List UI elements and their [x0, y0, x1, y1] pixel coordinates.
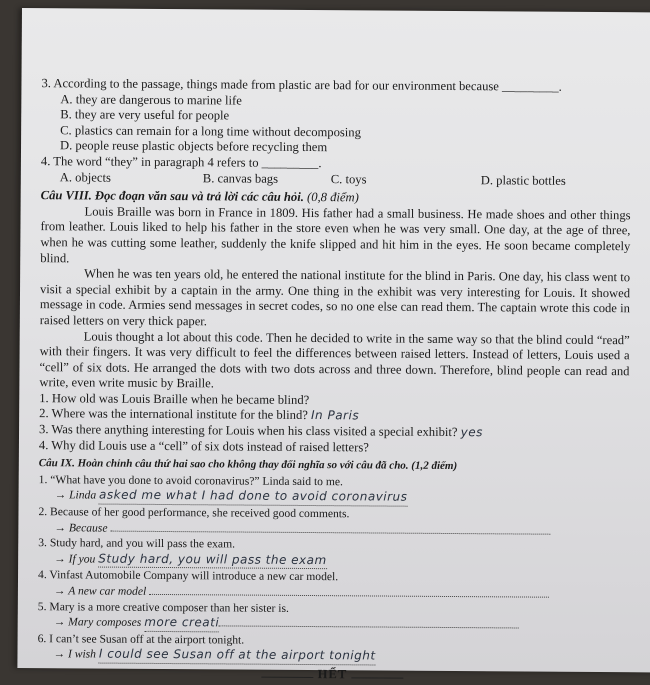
passage-paragraph-2: When he was ten years old, he entered the national institute for the blind in Paris. One day, his class went to visit a special exhibit by a captain in the army. One thing in the exhibit was very interesting for Louis. It showed message in code. Armies send messages in secret codes, so no one else can read them. The captain wrote this code in raised letters on very thick paper.	[39, 266, 631, 329]
s8-question-1: 1. How old was Louis Braille when he became blind?	[39, 391, 310, 407]
s9-prompt-5: → Mary composes more creati	[38, 614, 628, 635]
section8-title: Câu VIII. Đọc đoạn văn sau và trả lời các câu hỏi.	[40, 188, 304, 205]
s9-prompt-2: → Because	[38, 520, 628, 540]
s8-answer-3: yes	[460, 425, 483, 440]
s9-item-1: 1. “What have you done to avoid coronavirus?” Linda said to me.	[38, 472, 343, 489]
q3-option-c: C. plastics can remain for a long time without decomposing	[60, 123, 361, 140]
section9-title: Câu IX. Hoàn chỉnh câu thứ hai sao cho không thay đổi nghĩa so với câu đã cho. (1,2 điểm)	[38, 457, 458, 473]
s9-answer-6: I could see Susan off at the airport tonight	[99, 647, 376, 666]
q4-option-c: C. toys	[330, 171, 367, 186]
s8-question-3: 3. Was there anything interesting for Louis when his class visited a special exhibit? yes	[39, 422, 483, 440]
s9-answer-3: Study hard, you will pass the exam	[98, 551, 327, 569]
s9-item-2: 2. Because of her good performance, she received good comments.	[38, 505, 350, 521]
s9-answer-1: asked me what I had done to avoid coronavirus	[99, 488, 407, 507]
q3-option-a: A. they are dangerous to marine life	[60, 91, 242, 108]
q4-stem: 4. The word “they” in paragraph 4 refers to _________.	[40, 154, 322, 171]
worksheet-content	[37, 76, 631, 685]
s8-question-2: 2. Where was the international institute for the blind? In Paris	[39, 406, 360, 423]
s9-prompt-6: → I wish I could see Susan off at the airport tonight	[37, 646, 627, 667]
s9-item-6: 6. I can’t see Susan off at the airport tonight.	[37, 631, 245, 647]
s9-answer-5: more creati	[144, 615, 219, 632]
q3-option-d: D. people reuse plastic objects before recycling them	[59, 138, 328, 155]
worksheet-paper	[17, 8, 650, 682]
s9-prompt-1: → Linda asked me what I had done to avoid coronavirus	[39, 488, 629, 509]
s9-item-5: 5. Mary is a more creative composer than her sister is.	[37, 599, 289, 615]
end-marker	[37, 665, 627, 685]
passage-paragraph-1: Louis Braille was born in France in 1809. His father had a small business. He made shoes and other things from leather. Louis liked to help his father in the store even when he was very small. One day, at the age of three, when he was cutting some leather, suddenly the knife slipped and hit him in the eyes. He soon became completely blind.	[40, 204, 631, 265]
s9-item-4: 4. Vinfast Automobile Company will introduce a new car model.	[37, 568, 339, 584]
s9-prompt-4: → A new car model	[38, 583, 628, 603]
q4-option-d: D. plastic bottles	[480, 172, 566, 188]
section8-points: (0,8 điểm)	[307, 190, 359, 205]
passage-paragraph-3: Louis thought a lot about this code. Then he decided to write in the same way so that the blind could “read” with their fingers. It was very difficult to feel the differences between raised letters. Instead of letters, Louis used a “cell” of six dots. He arranged the dots with two dots across and three down. Therefore, blind people can read and write, even write music by Braille.	[39, 328, 630, 391]
q4-option-a: A. objects	[59, 169, 111, 185]
q3-stem: 3. According to the passage, things made from plastic are bad for our environment because _________.	[41, 76, 562, 94]
s9-prompt-3: → If you Study hard, you will pass the exam	[38, 551, 628, 572]
q4-option-b: B. canvas bags	[202, 170, 279, 186]
s8-question-4: 4. Why did Louis use a “cell” of six dots instead of raised letters?	[38, 437, 369, 455]
end-label: HẾT	[317, 667, 348, 682]
q3-option-b: B. they are very useful for people	[60, 107, 230, 123]
s9-item-3: 3. Study hard, and you will pass the exam.	[38, 536, 236, 551]
s8-answer-2: In Paris	[310, 408, 360, 423]
